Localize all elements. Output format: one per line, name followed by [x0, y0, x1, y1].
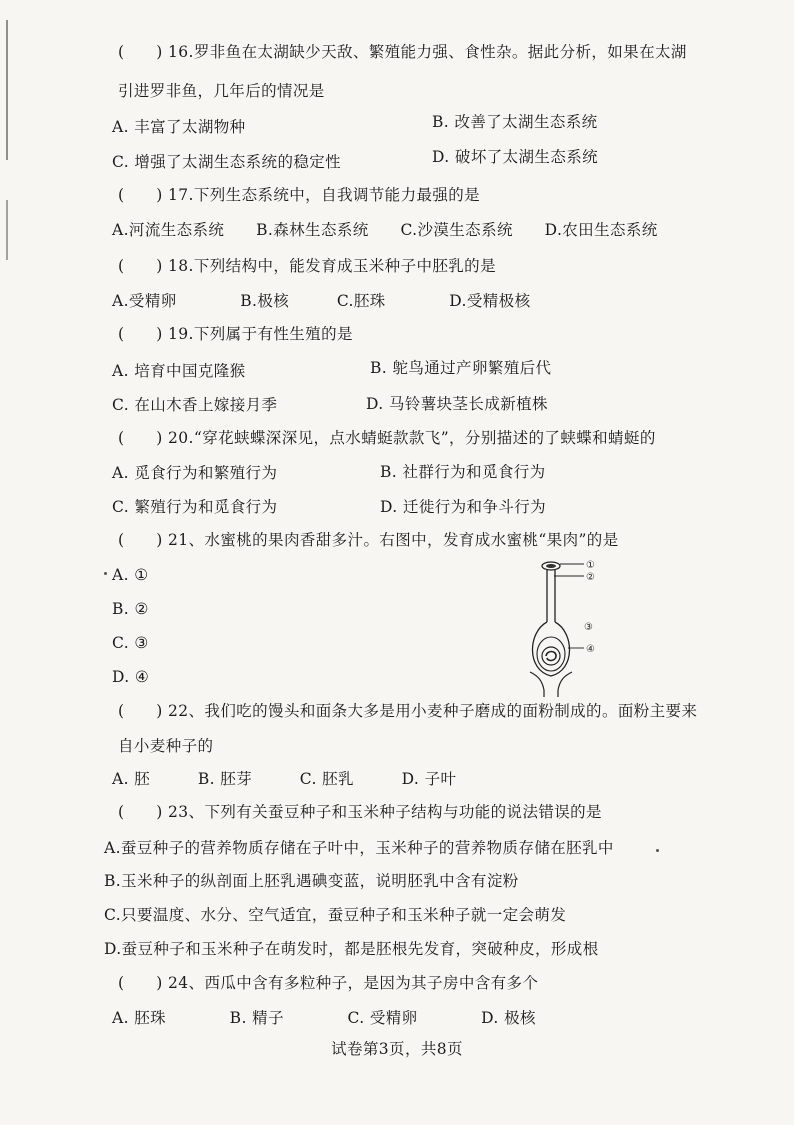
question-23-option-d: D.蚕豆种子和玉米种子在萌发时，都是胚根先发育，突破种皮，形成根 [104, 940, 599, 958]
question-21-option-c: C. ③ [112, 634, 149, 652]
question-16-stem: ( ) 16.罗非鱼在太湖缺少天敌、繁殖能力强、食性杂。据此分析，如果在太湖 [118, 43, 687, 61]
receptacle-left [530, 672, 544, 690]
fig-label-1: ① [586, 560, 595, 571]
question-18-options: A.受精卵 B.极核 C.胚珠 D.受精极核 [112, 292, 531, 310]
question-19-option-d: D. 马铃薯块茎长成新植株 [366, 395, 548, 413]
question-20-option-a: A. 觅食行为和繁殖行为 [112, 464, 278, 482]
question-23-option-c: C.只要温度、水分、空气适宜，蚕豆种子和玉米种子就一定会萌发 [104, 906, 567, 924]
question-22-stem: ( ) 22、我们吃的馒头和面条大多是用小麦种子磨成的面粉制成的。面粉主要来 [118, 702, 698, 720]
question-21-option-d: D. ④ [112, 668, 150, 686]
question-23-option-b: B.玉米种子的纵剖面上胚乳遇碘变蓝，说明胚乳中含有淀粉 [104, 872, 519, 890]
question-19-option-c: C. 在山木香上嫁接月季 [112, 396, 278, 414]
question-18-stem: ( ) 18.下列结构中，能发育成玉米种子中胚乳的是 [118, 257, 496, 275]
ovary-cavity [537, 637, 565, 671]
question-19-option-a: A. 培育中国克隆猴 [112, 362, 246, 380]
question-20-stem: ( ) 20.“穿花蛱蝶深深见，点水蜻蜓款款飞”，分别描述的了蛱蝶和蜻蜓的 [118, 429, 656, 447]
question-16-stem-cont: 引进罗非鱼，几年后的情况是 [118, 82, 325, 100]
question-16-option-c: C. 增强了太湖生态系统的稳定性 [112, 153, 342, 171]
page-footer: 试卷第3页，共8页 [331, 1040, 463, 1058]
question-23-stem: ( ) 23、下列有关蚕豆种子和玉米种子结构与功能的说法错误的是 [118, 803, 602, 821]
question-16-option-d: D. 破坏了太湖生态系统 [432, 148, 599, 166]
question-20-option-b: B. 社群行为和觅食行为 [380, 463, 546, 481]
question-19-stem: ( ) 19.下列属于有性生殖的是 [118, 325, 353, 343]
scan-speck [104, 572, 107, 575]
question-24-options: A. 胚珠 B. 精子 C. 受精卵 D. 极核 [112, 1009, 536, 1027]
question-21-option-b: B. ② [112, 600, 149, 618]
stigma-fill [546, 564, 556, 568]
question-20-option-d: D. 迁徙行为和争斗行为 [380, 498, 547, 516]
receptacle-right [558, 672, 572, 690]
question-17-options: A.河流生态系统 B.森林生态系统 C.沙漠生态系统 D.农田生态系统 [112, 221, 658, 239]
fig-label-3: ③ [584, 622, 593, 633]
scan-speck [656, 849, 659, 852]
question-24-stem: ( ) 24、西瓜中含有多粒种子，是因为其子房中含有多个 [118, 974, 539, 992]
pistil-diagram [518, 552, 608, 697]
question-19-option-b: B. 鸵鸟通过产卵繁殖后代 [370, 359, 552, 377]
fig-label-4: ④ [586, 644, 595, 655]
stalk [544, 690, 558, 697]
ovule [542, 647, 560, 665]
question-20-option-c: C. 繁殖行为和觅食行为 [112, 498, 278, 516]
question-21-stem: ( ) 21、水蜜桃的果肉香甜多汁。右图中，发育成水蜜桃“果肉”的是 [118, 531, 619, 549]
fig-label-2: ② [586, 572, 595, 583]
question-16-option-a: A. 丰富了太湖物种 [112, 118, 246, 136]
ovule-inner [546, 652, 556, 661]
question-22-options: A. 胚 B. 胚芽 C. 胚乳 D. 子叶 [112, 770, 457, 788]
question-21-option-a: A. ① [112, 566, 149, 584]
question-22-stem-cont: 自小麦种子的 [118, 737, 214, 755]
question-17-stem: ( ) 17.下列生态系统中，自我调节能力最强的是 [118, 186, 481, 204]
question-23-option-a: A.蚕豆种子的营养物质存储在子叶中，玉米种子的营养物质存储在胚乳中 [104, 839, 614, 857]
question-16-option-b: B. 改善了太湖生态系统 [432, 113, 598, 131]
